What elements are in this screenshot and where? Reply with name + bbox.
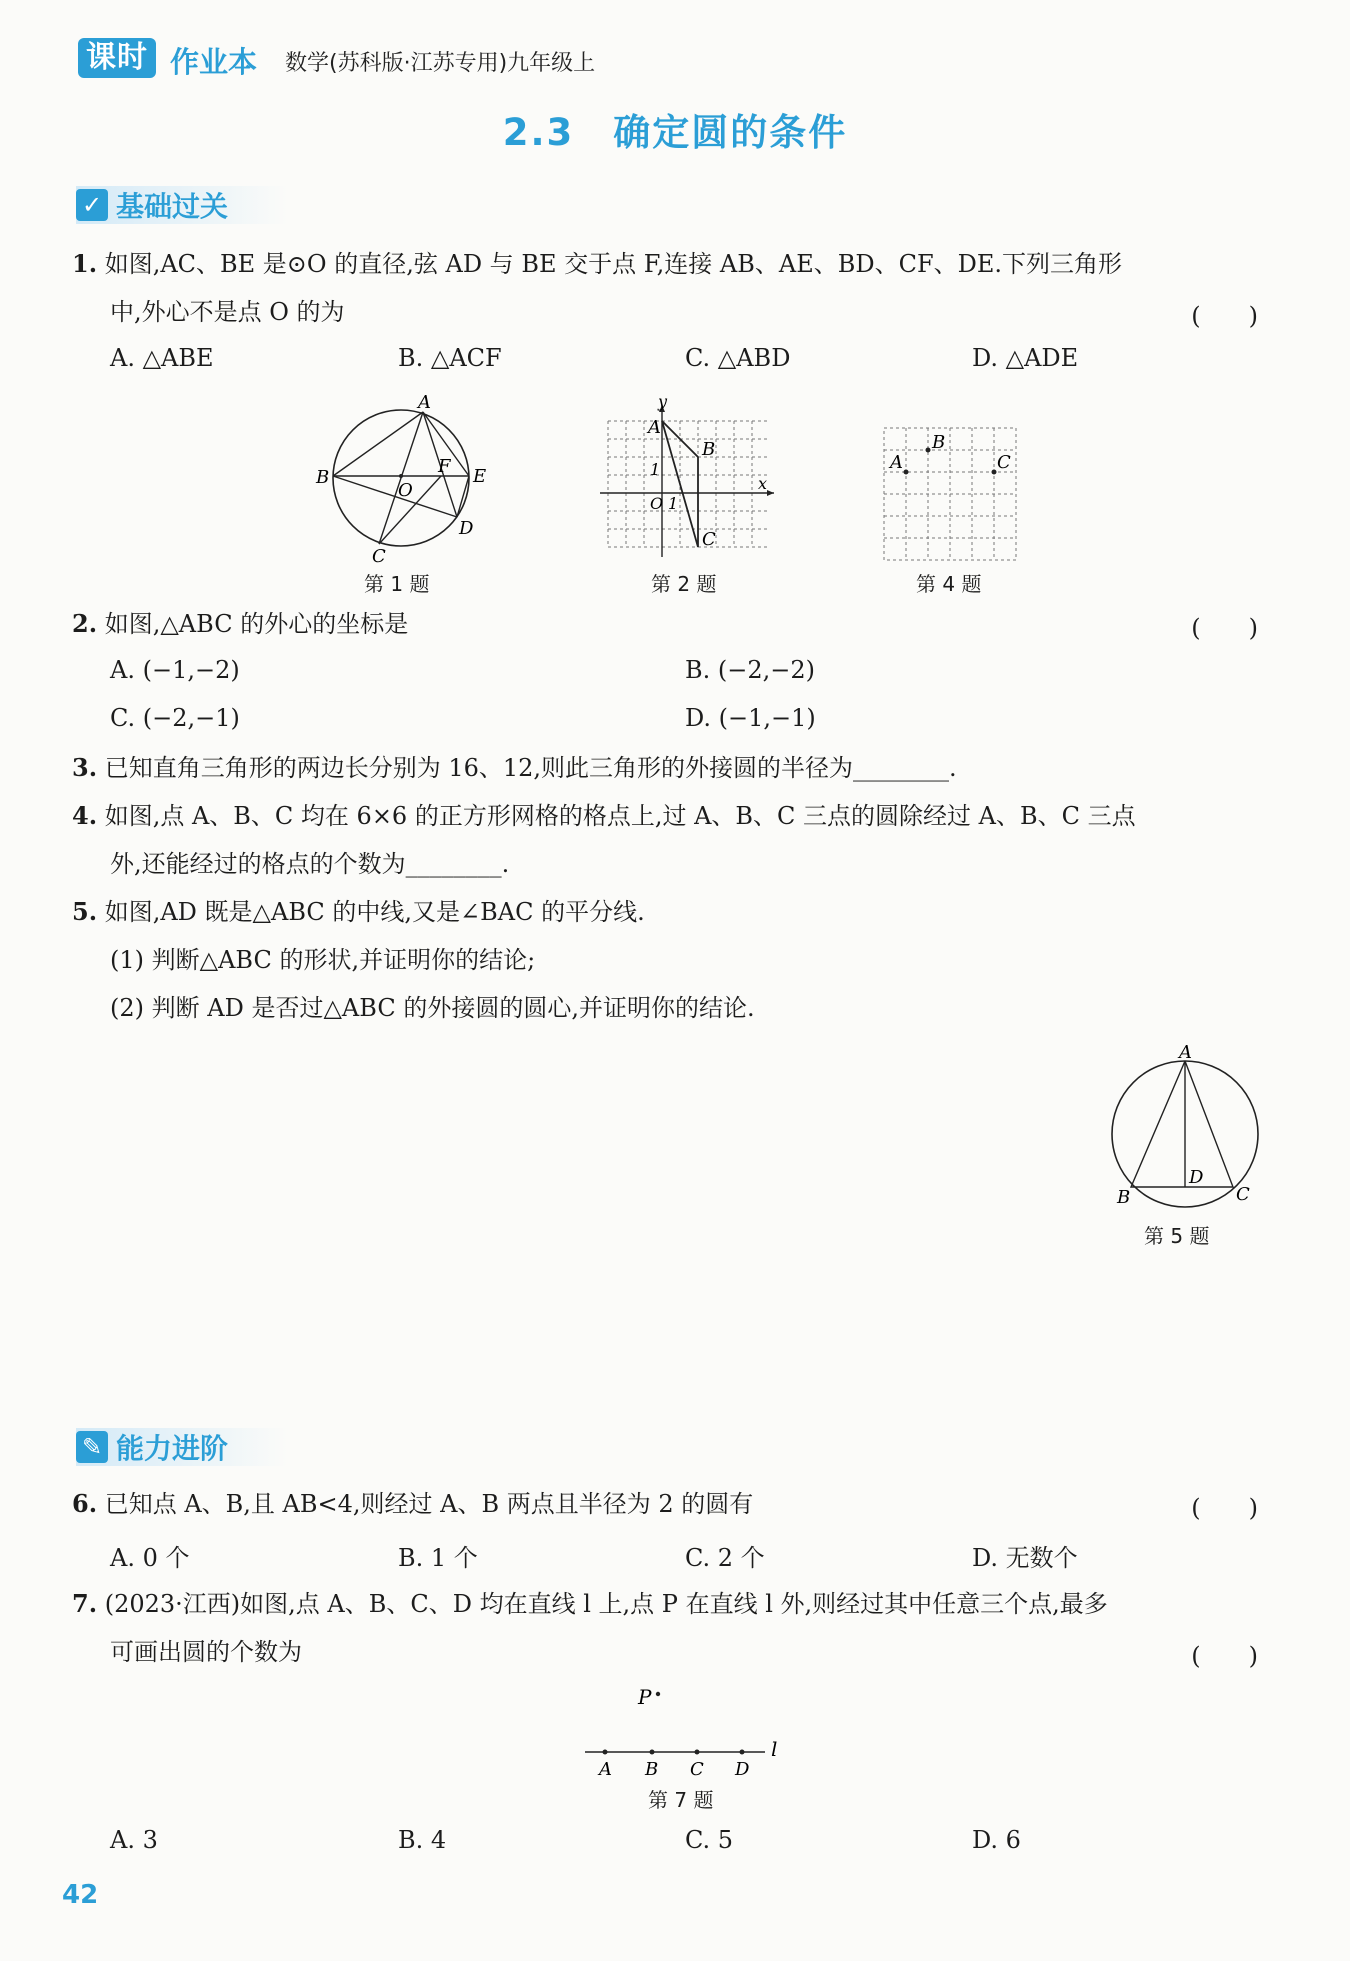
section-head-advanced xyxy=(76,1428,288,1466)
q1-number: 1. xyxy=(72,249,98,278)
q7-option-c: C. 5 xyxy=(685,1826,734,1854)
fig5-label-a: A xyxy=(1179,1042,1192,1063)
q6-option-c: C. 2 个 xyxy=(685,1544,765,1572)
q1-answer-paren: ( ) xyxy=(1191,302,1258,330)
q6-number: 6. xyxy=(72,1489,98,1518)
q7-option-b: B. 4 xyxy=(398,1826,447,1854)
q7-option-a: A. 3 xyxy=(110,1826,158,1854)
q4-number: 4. xyxy=(72,801,98,830)
fig1-label-e: E xyxy=(473,466,487,487)
q1-option-a: A. △ABE xyxy=(110,344,214,372)
q7-option-d: D. 6 xyxy=(972,1826,1021,1854)
q2-option-c: C. (−2,−1) xyxy=(110,704,240,732)
series-badge: 课时 xyxy=(78,38,156,78)
q1-text-1: 如图,AC、BE 是⊙O 的直径,弦 AD 与 BE 交于点 F,连接 AB、AE、BD、CF、DE.下列三角形 xyxy=(104,250,1123,278)
pencil-icon: ✎ xyxy=(76,1431,108,1463)
q6-answer-paren: ( ) xyxy=(1191,1494,1258,1522)
fig2-label-one-y: 1 xyxy=(650,460,661,479)
q4-line1 xyxy=(72,800,1136,832)
figure-5-circle-triangle xyxy=(1105,1040,1270,1210)
q3-line xyxy=(72,752,957,784)
q2-number: 2. xyxy=(72,609,98,638)
q7-line1 xyxy=(72,1588,1108,1620)
fig5-label-c: C xyxy=(1236,1184,1250,1205)
q3-number: 3. xyxy=(72,753,98,782)
q7-text-1: (2023·江西)如图,点 A、B、C、D 均在直线 l 上,点 P 在直线 l 外,则经过其中任意三个点,最多 xyxy=(104,1590,1108,1618)
q7-number: 7. xyxy=(72,1589,98,1618)
q5-line xyxy=(72,896,645,928)
q2-text: 如图,△ABC 的外心的坐标是 xyxy=(104,610,409,638)
fig4-label-b: B xyxy=(932,432,946,453)
q6-option-b: B. 1 个 xyxy=(398,1544,478,1572)
q3-text: 已知直角三角形的两边长分别为 16、12,则此三角形的外接圆的半径为________. xyxy=(104,754,957,782)
fig7-label-c: C xyxy=(690,1759,704,1780)
q2-option-d: D. (−1,−1) xyxy=(685,704,816,732)
section-head-basic xyxy=(76,186,288,224)
fig1-label-b: B xyxy=(316,467,330,488)
fig1-label-c: C xyxy=(372,546,386,567)
figure-4-grid xyxy=(876,420,1026,570)
q5-sub1: (1) 判断△ABC 的形状,并证明你的结论; xyxy=(110,946,536,974)
fig5-label-b: B xyxy=(1117,1187,1131,1208)
fig4-caption: 第 4 题 xyxy=(916,572,982,596)
fig7-caption: 第 7 题 xyxy=(648,1788,714,1812)
fig1-label-f: F xyxy=(438,456,451,477)
q6-text: 已知点 A、B,且 AB<4,则经过 A、B 两点且半径为 2 的圆有 xyxy=(104,1490,754,1518)
fig2-label-o: O xyxy=(650,494,664,513)
fig7-label-l: l xyxy=(771,1737,778,1761)
q5-number: 5. xyxy=(72,897,98,926)
fig4-label-a: A xyxy=(890,452,903,473)
checkbox-icon: ✓ xyxy=(76,189,108,221)
figure-7-line-points xyxy=(575,1680,805,1780)
q1-line1 xyxy=(72,248,1122,280)
fig5-caption: 第 5 题 xyxy=(1144,1224,1210,1248)
figure-2-coordinate-grid xyxy=(598,395,778,565)
fig7-label-d: D xyxy=(735,1759,750,1780)
q1-option-c: C. △ABD xyxy=(685,344,791,372)
fig1-label-d: D xyxy=(459,518,474,539)
section-label-advanced: 能力进阶 xyxy=(116,1432,229,1465)
fig1-label-o: O xyxy=(398,480,413,501)
q4-line2: 外,还能经过的格点的个数为________. xyxy=(110,850,510,878)
q6-line xyxy=(72,1488,753,1520)
q1-option-b: B. △ACF xyxy=(398,344,502,372)
q2-line xyxy=(72,608,408,640)
fig2-label-x: x xyxy=(758,474,768,493)
fig7-label-a: A xyxy=(599,1759,612,1780)
q5-text: 如图,AD 既是△ABC 的中线,又是∠BAC 的平分线. xyxy=(104,898,645,926)
section-label-basic: 基础过关 xyxy=(116,190,229,223)
q7-line2: 可画出圆的个数为 xyxy=(110,1638,302,1666)
fig1-label-a: A xyxy=(418,392,431,413)
q6-option-d: D. 无数个 xyxy=(972,1544,1078,1572)
fig7-label-b: B xyxy=(645,1759,659,1780)
q7-answer-paren: ( ) xyxy=(1191,1642,1258,1670)
fig1-caption: 第 1 题 xyxy=(364,572,430,596)
figure-1-circle xyxy=(310,390,500,570)
q6-option-a: A. 0 个 xyxy=(110,1544,190,1572)
section-title: 2.3 确定圆的条件 xyxy=(502,111,848,154)
series-brand: 作业本 xyxy=(170,45,258,79)
fig2-label-b: B xyxy=(702,439,716,460)
fig2-label-one-x: 1 xyxy=(668,494,679,513)
q1-line2: 中,外心不是点 O 的为 xyxy=(110,298,345,326)
fig2-caption: 第 2 题 xyxy=(651,572,717,596)
fig5-label-d: D xyxy=(1189,1167,1204,1188)
book-subject: 数学(苏科版·江苏专用)九年级上 xyxy=(285,51,596,76)
q4-text-1: 如图,点 A、B、C 均在 6×6 的正方形网格的格点上,过 A、B、C 三点的圆除经过 A、B、C 三点 xyxy=(104,802,1136,830)
q5-sub2: (2) 判断 AD 是否过△ABC 的外接圆的圆心,并证明你的结论. xyxy=(110,994,755,1022)
fig7-label-p: P xyxy=(638,1685,652,1709)
q2-option-b: B. (−2,−2) xyxy=(685,656,816,684)
q1-option-d: D. △ADE xyxy=(972,344,1079,372)
fig2-label-c: C xyxy=(702,529,716,550)
q2-answer-paren: ( ) xyxy=(1191,614,1258,642)
q2-option-a: A. (−1,−2) xyxy=(110,656,240,684)
fig4-label-c: C xyxy=(997,452,1011,473)
fig2-label-a: A xyxy=(648,417,661,438)
page-number: 42 xyxy=(62,1880,99,1910)
fig2-label-y: y xyxy=(658,395,668,411)
